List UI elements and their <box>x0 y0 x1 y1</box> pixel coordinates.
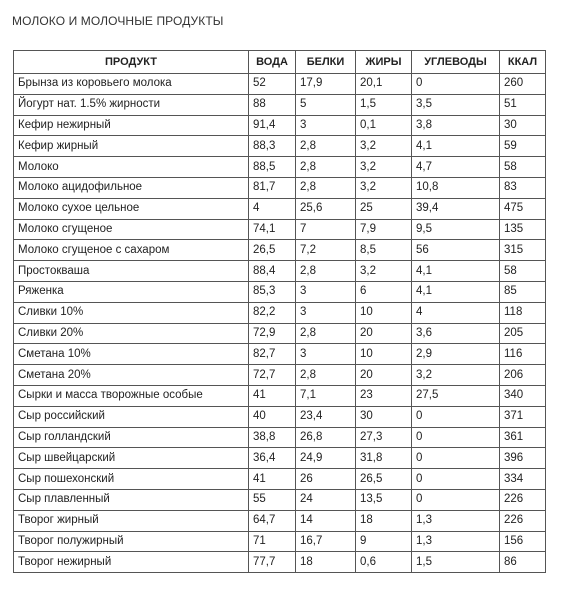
cell-carbs: 3,2 <box>412 365 500 386</box>
cell-protein: 2,8 <box>296 177 356 198</box>
cell-carbs: 4,1 <box>412 261 500 282</box>
cell-product: Сыр голландский <box>14 427 249 448</box>
table-row <box>14 157 546 178</box>
cell-kcal: 361 <box>500 427 546 448</box>
cell-protein: 7,1 <box>296 385 356 406</box>
cell-kcal: 85 <box>500 281 546 302</box>
cell-water: 88,5 <box>249 157 296 178</box>
cell-kcal: 156 <box>500 531 546 552</box>
table-row <box>14 198 546 219</box>
table-body <box>14 74 546 573</box>
table-row <box>14 261 546 282</box>
cell-kcal: 371 <box>500 406 546 427</box>
cell-kcal: 86 <box>500 552 546 573</box>
cell-water: 4 <box>249 198 296 219</box>
cell-product: Сыр швейцарский <box>14 448 249 469</box>
cell-water: 26,5 <box>249 240 296 261</box>
cell-protein: 24,9 <box>296 448 356 469</box>
cell-carbs: 0 <box>412 448 500 469</box>
cell-carbs: 0 <box>412 406 500 427</box>
table-row <box>14 427 546 448</box>
cell-carbs: 0 <box>412 469 500 490</box>
header-product: ПРОДУКТ <box>14 51 249 74</box>
cell-water: 81,7 <box>249 177 296 198</box>
cell-fat: 3,2 <box>356 261 412 282</box>
table-row <box>14 406 546 427</box>
table-row <box>14 489 546 510</box>
cell-water: 40 <box>249 406 296 427</box>
cell-water: 74,1 <box>249 219 296 240</box>
cell-product: Молоко <box>14 157 249 178</box>
cell-carbs: 3,8 <box>412 115 500 136</box>
cell-protein: 16,7 <box>296 531 356 552</box>
cell-water: 88,3 <box>249 136 296 157</box>
table-row <box>14 344 546 365</box>
cell-product: Ряженка <box>14 281 249 302</box>
cell-protein: 24 <box>296 489 356 510</box>
table-row <box>14 510 546 531</box>
cell-protein: 23,4 <box>296 406 356 427</box>
cell-product: Молоко ацидофильное <box>14 177 249 198</box>
cell-protein: 2,8 <box>296 157 356 178</box>
cell-fat: 20,1 <box>356 74 412 95</box>
cell-protein: 7,2 <box>296 240 356 261</box>
cell-carbs: 27,5 <box>412 385 500 406</box>
cell-product: Кефир жирный <box>14 136 249 157</box>
cell-protein: 18 <box>296 552 356 573</box>
cell-product: Молоко сухое цельное <box>14 198 249 219</box>
table-header-row <box>14 51 546 74</box>
cell-carbs: 39,4 <box>412 198 500 219</box>
cell-carbs: 1,5 <box>412 552 500 573</box>
cell-protein: 26 <box>296 469 356 490</box>
table-row <box>14 469 546 490</box>
cell-carbs: 2,9 <box>412 344 500 365</box>
cell-carbs: 9,5 <box>412 219 500 240</box>
cell-protein: 3 <box>296 302 356 323</box>
cell-fat: 8,5 <box>356 240 412 261</box>
header-carbs: УГЛЕВОДЫ <box>412 51 500 74</box>
cell-kcal: 475 <box>500 198 546 219</box>
cell-protein: 7 <box>296 219 356 240</box>
cell-protein: 5 <box>296 94 356 115</box>
cell-fat: 25 <box>356 198 412 219</box>
cell-protein: 2,8 <box>296 365 356 386</box>
cell-product: Молоко сгущеное с сахаром <box>14 240 249 261</box>
cell-carbs: 4 <box>412 302 500 323</box>
cell-protein: 26,8 <box>296 427 356 448</box>
cell-water: 82,7 <box>249 344 296 365</box>
cell-carbs: 1,3 <box>412 531 500 552</box>
cell-water: 64,7 <box>249 510 296 531</box>
cell-kcal: 334 <box>500 469 546 490</box>
cell-kcal: 205 <box>500 323 546 344</box>
table-row <box>14 323 546 344</box>
cell-kcal: 260 <box>500 74 546 95</box>
cell-fat: 3,2 <box>356 157 412 178</box>
cell-kcal: 226 <box>500 489 546 510</box>
cell-water: 91,4 <box>249 115 296 136</box>
cell-fat: 7,9 <box>356 219 412 240</box>
cell-water: 71 <box>249 531 296 552</box>
cell-water: 72,9 <box>249 323 296 344</box>
cell-protein: 25,6 <box>296 198 356 219</box>
cell-carbs: 10,8 <box>412 177 500 198</box>
cell-product: Йогурт нат. 1.5% жирности <box>14 94 249 115</box>
cell-product: Сливки 10% <box>14 302 249 323</box>
cell-product: Творог нежирный <box>14 552 249 573</box>
cell-kcal: 206 <box>500 365 546 386</box>
cell-carbs: 56 <box>412 240 500 261</box>
cell-product: Молоко сгущеное <box>14 219 249 240</box>
cell-protein: 3 <box>296 115 356 136</box>
cell-product: Творог полужирный <box>14 531 249 552</box>
cell-fat: 9 <box>356 531 412 552</box>
cell-kcal: 30 <box>500 115 546 136</box>
cell-protein: 2,8 <box>296 136 356 157</box>
cell-fat: 6 <box>356 281 412 302</box>
cell-fat: 30 <box>356 406 412 427</box>
cell-kcal: 59 <box>500 136 546 157</box>
cell-product: Сырки и масса творожные особые <box>14 385 249 406</box>
cell-product: Простокваша <box>14 261 249 282</box>
cell-fat: 31,8 <box>356 448 412 469</box>
cell-water: 88,4 <box>249 261 296 282</box>
cell-kcal: 116 <box>500 344 546 365</box>
cell-fat: 18 <box>356 510 412 531</box>
header-fat: ЖИРЫ <box>356 51 412 74</box>
cell-carbs: 1,3 <box>412 510 500 531</box>
cell-protein: 14 <box>296 510 356 531</box>
cell-kcal: 83 <box>500 177 546 198</box>
cell-water: 77,7 <box>249 552 296 573</box>
cell-carbs: 3,5 <box>412 94 500 115</box>
cell-protein: 17,9 <box>296 74 356 95</box>
cell-water: 52 <box>249 74 296 95</box>
cell-protein: 3 <box>296 281 356 302</box>
cell-product: Сыр плавленный <box>14 489 249 510</box>
cell-water: 72,7 <box>249 365 296 386</box>
cell-fat: 0,1 <box>356 115 412 136</box>
cell-carbs: 4,1 <box>412 136 500 157</box>
cell-kcal: 58 <box>500 261 546 282</box>
header-protein: БЕЛКИ <box>296 51 356 74</box>
cell-fat: 23 <box>356 385 412 406</box>
table-row <box>14 136 546 157</box>
cell-fat: 0,6 <box>356 552 412 573</box>
cell-fat: 3,2 <box>356 136 412 157</box>
cell-carbs: 4,1 <box>412 281 500 302</box>
table-row <box>14 531 546 552</box>
cell-carbs: 0 <box>412 427 500 448</box>
cell-fat: 10 <box>356 302 412 323</box>
table-row <box>14 240 546 261</box>
header-kcal: ККАЛ <box>500 51 546 74</box>
cell-fat: 27,3 <box>356 427 412 448</box>
cell-fat: 20 <box>356 365 412 386</box>
cell-kcal: 226 <box>500 510 546 531</box>
cell-water: 36,4 <box>249 448 296 469</box>
page-title: МОЛОКО И МОЛОЧНЫЕ ПРОДУКТЫ <box>12 14 224 28</box>
cell-carbs: 3,6 <box>412 323 500 344</box>
table-row <box>14 177 546 198</box>
table-row <box>14 219 546 240</box>
cell-kcal: 118 <box>500 302 546 323</box>
cell-fat: 20 <box>356 323 412 344</box>
cell-fat: 1,5 <box>356 94 412 115</box>
cell-kcal: 135 <box>500 219 546 240</box>
table-row <box>14 448 546 469</box>
cell-product: Брынза из коровьего молока <box>14 74 249 95</box>
header-water: ВОДА <box>249 51 296 74</box>
cell-product: Кефир нежирный <box>14 115 249 136</box>
nutrition-table <box>13 50 546 573</box>
cell-product: Сметана 10% <box>14 344 249 365</box>
cell-product: Сметана 20% <box>14 365 249 386</box>
cell-kcal: 58 <box>500 157 546 178</box>
cell-protein: 2,8 <box>296 323 356 344</box>
cell-product: Сыр российский <box>14 406 249 427</box>
cell-fat: 3,2 <box>356 177 412 198</box>
cell-fat: 26,5 <box>356 469 412 490</box>
cell-carbs: 0 <box>412 74 500 95</box>
table-row <box>14 365 546 386</box>
cell-kcal: 340 <box>500 385 546 406</box>
table-row <box>14 94 546 115</box>
table-row <box>14 74 546 95</box>
cell-water: 41 <box>249 385 296 406</box>
cell-kcal: 315 <box>500 240 546 261</box>
cell-protein: 3 <box>296 344 356 365</box>
table-row <box>14 115 546 136</box>
cell-water: 85,3 <box>249 281 296 302</box>
cell-carbs: 0 <box>412 489 500 510</box>
cell-product: Сыр пошехонский <box>14 469 249 490</box>
table-row <box>14 385 546 406</box>
cell-protein: 2,8 <box>296 261 356 282</box>
cell-carbs: 4,7 <box>412 157 500 178</box>
cell-product: Сливки 20% <box>14 323 249 344</box>
cell-kcal: 396 <box>500 448 546 469</box>
table-row <box>14 552 546 573</box>
cell-water: 88 <box>249 94 296 115</box>
cell-fat: 10 <box>356 344 412 365</box>
cell-product: Творог жирный <box>14 510 249 531</box>
cell-water: 55 <box>249 489 296 510</box>
cell-water: 82,2 <box>249 302 296 323</box>
table-row <box>14 281 546 302</box>
cell-kcal: 51 <box>500 94 546 115</box>
cell-fat: 13,5 <box>356 489 412 510</box>
cell-water: 41 <box>249 469 296 490</box>
cell-water: 38,8 <box>249 427 296 448</box>
table-row <box>14 302 546 323</box>
